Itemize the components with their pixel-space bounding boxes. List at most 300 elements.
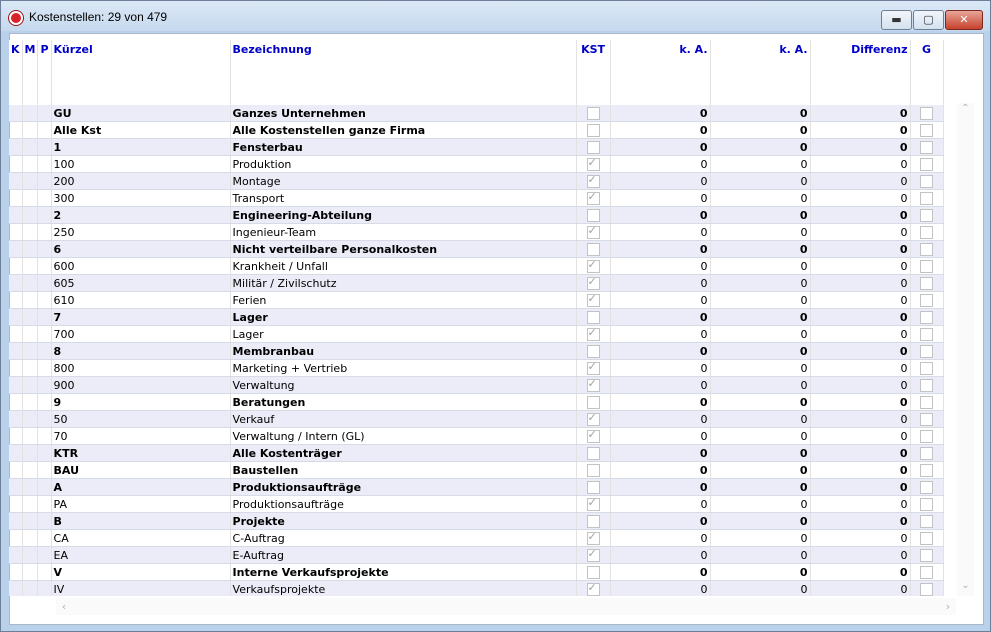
cell-kuerzel[interactable]: KTR <box>51 445 230 462</box>
cell-kst[interactable] <box>576 156 610 173</box>
cell-k[interactable] <box>9 122 22 139</box>
cell-differenz[interactable]: 0 <box>810 564 910 581</box>
kst-checkbox[interactable] <box>587 124 600 137</box>
cell-p[interactable] <box>38 258 51 275</box>
col-header-ka-2[interactable]: k. A. <box>710 40 810 105</box>
cell-ka-2[interactable]: 0 <box>710 224 810 241</box>
cell-bezeichnung[interactable]: Produktion <box>230 156 576 173</box>
cell-bezeichnung[interactable]: Ferien <box>230 292 576 309</box>
cell-k[interactable] <box>9 156 22 173</box>
cell-kst[interactable] <box>576 394 610 411</box>
table-row[interactable] <box>9 462 943 479</box>
table-row[interactable] <box>9 445 943 462</box>
g-checkbox[interactable] <box>920 243 933 256</box>
cell-ka-1[interactable]: 0 <box>610 122 710 139</box>
g-checkbox[interactable] <box>920 464 933 477</box>
kst-checkbox[interactable] <box>587 192 600 205</box>
cell-m[interactable] <box>22 462 38 479</box>
cell-kst[interactable] <box>576 258 610 275</box>
cell-ka-2[interactable]: 0 <box>710 292 810 309</box>
cell-g[interactable] <box>910 258 943 275</box>
cell-bezeichnung[interactable]: Fensterbau <box>230 139 576 156</box>
cell-k[interactable] <box>9 445 22 462</box>
cell-differenz[interactable]: 0 <box>810 496 910 513</box>
cell-p[interactable] <box>38 122 51 139</box>
cell-k[interactable] <box>9 360 22 377</box>
kst-checkbox[interactable] <box>587 311 600 324</box>
cell-m[interactable] <box>22 241 38 258</box>
cell-bezeichnung[interactable]: Alle Kostenträger <box>230 445 576 462</box>
col-header-kuerzel[interactable]: Kürzel <box>51 40 230 105</box>
cell-kuerzel[interactable]: 9 <box>51 394 230 411</box>
cell-ka-1[interactable]: 0 <box>610 156 710 173</box>
cell-ka-1[interactable]: 0 <box>610 445 710 462</box>
cell-m[interactable] <box>22 258 38 275</box>
cell-p[interactable] <box>38 428 51 445</box>
cell-kst[interactable] <box>576 343 610 360</box>
cell-k[interactable] <box>9 326 22 343</box>
cell-ka-2[interactable]: 0 <box>710 445 810 462</box>
cell-kst[interactable] <box>576 428 610 445</box>
cell-kst[interactable] <box>576 224 610 241</box>
kst-checkbox[interactable] <box>587 209 600 222</box>
table-row[interactable] <box>9 207 943 224</box>
cell-ka-1[interactable]: 0 <box>610 105 710 122</box>
cell-ka-2[interactable]: 0 <box>710 326 810 343</box>
cell-kuerzel[interactable]: 100 <box>51 156 230 173</box>
cell-m[interactable] <box>22 326 38 343</box>
maximize-button[interactable] <box>913 10 944 30</box>
g-checkbox[interactable] <box>920 209 933 222</box>
cell-kst[interactable] <box>576 513 610 530</box>
cell-bezeichnung[interactable]: Transport <box>230 190 576 207</box>
cell-kuerzel[interactable]: 2 <box>51 207 230 224</box>
cell-kuerzel[interactable]: 250 <box>51 224 230 241</box>
cell-g[interactable] <box>910 241 943 258</box>
cell-kst[interactable] <box>576 139 610 156</box>
cell-kuerzel[interactable]: 800 <box>51 360 230 377</box>
cell-m[interactable] <box>22 190 38 207</box>
cell-ka-2[interactable]: 0 <box>710 479 810 496</box>
table-row[interactable] <box>9 564 943 581</box>
kst-checkbox[interactable] <box>587 175 600 188</box>
table-row[interactable] <box>9 581 943 597</box>
cell-ka-2[interactable]: 0 <box>710 173 810 190</box>
kst-checkbox[interactable] <box>587 379 600 392</box>
cell-ka-2[interactable]: 0 <box>710 581 810 597</box>
cell-g[interactable] <box>910 309 943 326</box>
cell-ka-2[interactable]: 0 <box>710 275 810 292</box>
cell-ka-2[interactable]: 0 <box>710 156 810 173</box>
cell-k[interactable] <box>9 496 22 513</box>
cell-p[interactable] <box>38 326 51 343</box>
cell-p[interactable] <box>38 241 51 258</box>
cell-ka-2[interactable]: 0 <box>710 258 810 275</box>
cell-g[interactable] <box>910 190 943 207</box>
cell-kuerzel[interactable]: 50 <box>51 411 230 428</box>
cell-kst[interactable] <box>576 173 610 190</box>
cell-g[interactable] <box>910 275 943 292</box>
cell-g[interactable] <box>910 224 943 241</box>
cell-g[interactable] <box>910 564 943 581</box>
cell-p[interactable] <box>38 513 51 530</box>
col-header-ka-1[interactable]: k. A. <box>610 40 710 105</box>
vertical-scrollbar[interactable] <box>957 103 974 596</box>
cell-kuerzel[interactable]: 70 <box>51 428 230 445</box>
cell-ka-1[interactable]: 0 <box>610 224 710 241</box>
cell-m[interactable] <box>22 496 38 513</box>
cell-ka-2[interactable]: 0 <box>710 513 810 530</box>
cell-k[interactable] <box>9 411 22 428</box>
cell-bezeichnung[interactable]: C-Auftrag <box>230 530 576 547</box>
cell-g[interactable] <box>910 462 943 479</box>
cell-m[interactable] <box>22 564 38 581</box>
cell-kuerzel[interactable]: IV <box>51 581 230 597</box>
cell-ka-2[interactable]: 0 <box>710 241 810 258</box>
cell-k[interactable] <box>9 207 22 224</box>
cell-differenz[interactable]: 0 <box>810 394 910 411</box>
cell-p[interactable] <box>38 547 51 564</box>
cell-bezeichnung[interactable]: Krankheit / Unfall <box>230 258 576 275</box>
cell-kuerzel[interactable]: 900 <box>51 377 230 394</box>
cell-g[interactable] <box>910 292 943 309</box>
table-row[interactable] <box>9 411 943 428</box>
cell-p[interactable] <box>38 309 51 326</box>
g-checkbox[interactable] <box>920 481 933 494</box>
cell-kuerzel[interactable]: 700 <box>51 326 230 343</box>
cell-k[interactable] <box>9 343 22 360</box>
cell-kst[interactable] <box>576 581 610 597</box>
cell-g[interactable] <box>910 445 943 462</box>
cell-m[interactable] <box>22 547 38 564</box>
kst-checkbox[interactable] <box>587 583 600 596</box>
title-bar[interactable] <box>1 1 990 31</box>
cell-k[interactable] <box>9 105 22 122</box>
g-checkbox[interactable] <box>920 260 933 273</box>
cell-kst[interactable] <box>576 496 610 513</box>
cell-kuerzel[interactable]: Alle Kst <box>51 122 230 139</box>
cell-kuerzel[interactable]: B <box>51 513 230 530</box>
cell-m[interactable] <box>22 360 38 377</box>
cell-ka-2[interactable]: 0 <box>710 343 810 360</box>
cell-m[interactable] <box>22 479 38 496</box>
cell-ka-2[interactable]: 0 <box>710 309 810 326</box>
cell-kst[interactable] <box>576 462 610 479</box>
cell-m[interactable] <box>22 275 38 292</box>
cell-k[interactable] <box>9 258 22 275</box>
cell-p[interactable] <box>38 139 51 156</box>
cell-ka-1[interactable]: 0 <box>610 479 710 496</box>
kst-checkbox[interactable] <box>587 362 600 375</box>
cell-kst[interactable] <box>576 564 610 581</box>
cell-kuerzel[interactable]: A <box>51 479 230 496</box>
cell-bezeichnung[interactable]: Marketing + Vertrieb <box>230 360 576 377</box>
cell-k[interactable] <box>9 173 22 190</box>
cell-p[interactable] <box>38 343 51 360</box>
kst-checkbox[interactable] <box>587 481 600 494</box>
cell-k[interactable] <box>9 581 22 597</box>
g-checkbox[interactable] <box>920 226 933 239</box>
table-row[interactable] <box>9 309 943 326</box>
kst-checkbox[interactable] <box>587 226 600 239</box>
cell-k[interactable] <box>9 513 22 530</box>
cell-m[interactable] <box>22 207 38 224</box>
cell-bezeichnung[interactable]: Verkaufsprojekte <box>230 581 576 597</box>
table-row[interactable] <box>9 343 943 360</box>
g-checkbox[interactable] <box>920 141 933 154</box>
cell-differenz[interactable]: 0 <box>810 190 910 207</box>
cell-m[interactable] <box>22 343 38 360</box>
g-checkbox[interactable] <box>920 158 933 171</box>
col-header-p[interactable]: P <box>38 40 51 105</box>
cell-ka-1[interactable]: 0 <box>610 360 710 377</box>
cell-g[interactable] <box>910 581 943 597</box>
table-row[interactable] <box>9 122 943 139</box>
cell-kuerzel[interactable]: 200 <box>51 173 230 190</box>
cell-bezeichnung[interactable]: Interne Verkaufsprojekte <box>230 564 576 581</box>
cell-bezeichnung[interactable]: Projekte <box>230 513 576 530</box>
kst-checkbox[interactable] <box>587 345 600 358</box>
cell-k[interactable] <box>9 530 22 547</box>
cell-bezeichnung[interactable]: Militär / Zivilschutz <box>230 275 576 292</box>
table-row[interactable] <box>9 190 943 207</box>
cell-differenz[interactable]: 0 <box>810 411 910 428</box>
table-row[interactable] <box>9 547 943 564</box>
cell-g[interactable] <box>910 173 943 190</box>
g-checkbox[interactable] <box>920 345 933 358</box>
cell-p[interactable] <box>38 292 51 309</box>
g-checkbox[interactable] <box>920 566 933 579</box>
cell-ka-1[interactable]: 0 <box>610 428 710 445</box>
cell-ka-1[interactable]: 0 <box>610 173 710 190</box>
cell-differenz[interactable]: 0 <box>810 530 910 547</box>
kst-checkbox[interactable] <box>587 549 600 562</box>
kst-checkbox[interactable] <box>587 107 600 120</box>
g-checkbox[interactable] <box>920 498 933 511</box>
cell-ka-1[interactable]: 0 <box>610 139 710 156</box>
cell-bezeichnung[interactable]: Alle Kostenstellen ganze Firma <box>230 122 576 139</box>
kst-checkbox[interactable] <box>587 515 600 528</box>
cell-differenz[interactable]: 0 <box>810 139 910 156</box>
cell-differenz[interactable]: 0 <box>810 207 910 224</box>
cell-ka-1[interactable]: 0 <box>610 343 710 360</box>
cell-k[interactable] <box>9 479 22 496</box>
cell-p[interactable] <box>38 156 51 173</box>
cell-bezeichnung[interactable]: Beratungen <box>230 394 576 411</box>
chevron-left-icon[interactable]: ‹ <box>61 600 67 613</box>
cell-differenz[interactable]: 0 <box>810 428 910 445</box>
cell-ka-1[interactable]: 0 <box>610 190 710 207</box>
g-checkbox[interactable] <box>920 277 933 290</box>
cell-ka-1[interactable]: 0 <box>610 309 710 326</box>
cell-kst[interactable] <box>576 530 610 547</box>
cell-p[interactable] <box>38 445 51 462</box>
minimize-button[interactable] <box>881 10 912 30</box>
cell-p[interactable] <box>38 462 51 479</box>
cell-m[interactable] <box>22 292 38 309</box>
table-row[interactable] <box>9 258 943 275</box>
cell-kuerzel[interactable]: 610 <box>51 292 230 309</box>
cell-g[interactable] <box>910 496 943 513</box>
kst-checkbox[interactable] <box>587 413 600 426</box>
g-checkbox[interactable] <box>920 532 933 545</box>
cell-differenz[interactable]: 0 <box>810 309 910 326</box>
cell-k[interactable] <box>9 275 22 292</box>
cell-bezeichnung[interactable]: Verwaltung <box>230 377 576 394</box>
kst-checkbox[interactable] <box>587 328 600 341</box>
table-row[interactable] <box>9 513 943 530</box>
kst-checkbox[interactable] <box>587 532 600 545</box>
cell-ka-2[interactable]: 0 <box>710 105 810 122</box>
col-header-kst[interactable]: KST <box>576 40 610 105</box>
kst-checkbox[interactable] <box>587 243 600 256</box>
kst-checkbox[interactable] <box>587 141 600 154</box>
g-checkbox[interactable] <box>920 311 933 324</box>
cell-kuerzel[interactable]: GU <box>51 105 230 122</box>
cell-m[interactable] <box>22 411 38 428</box>
cell-differenz[interactable]: 0 <box>810 156 910 173</box>
cell-m[interactable] <box>22 122 38 139</box>
cell-k[interactable] <box>9 292 22 309</box>
cell-kst[interactable] <box>576 445 610 462</box>
g-checkbox[interactable] <box>920 328 933 341</box>
cell-differenz[interactable]: 0 <box>810 479 910 496</box>
cell-g[interactable] <box>910 377 943 394</box>
cell-kuerzel[interactable]: PA <box>51 496 230 513</box>
cell-kst[interactable] <box>576 207 610 224</box>
cell-g[interactable] <box>910 530 943 547</box>
cell-m[interactable] <box>22 309 38 326</box>
g-checkbox[interactable] <box>920 447 933 460</box>
table-row[interactable] <box>9 292 943 309</box>
cell-bezeichnung[interactable]: Verwaltung / Intern (GL) <box>230 428 576 445</box>
cell-ka-2[interactable]: 0 <box>710 411 810 428</box>
cell-g[interactable] <box>910 360 943 377</box>
cell-kuerzel[interactable]: 7 <box>51 309 230 326</box>
cell-ka-1[interactable]: 0 <box>610 258 710 275</box>
chevron-right-icon[interactable]: › <box>945 600 951 613</box>
cell-bezeichnung[interactable]: Engineering-Abteilung <box>230 207 576 224</box>
cell-kuerzel[interactable]: EA <box>51 547 230 564</box>
cell-ka-2[interactable]: 0 <box>710 207 810 224</box>
cell-g[interactable] <box>910 428 943 445</box>
cell-kuerzel[interactable]: 8 <box>51 343 230 360</box>
cell-g[interactable] <box>910 139 943 156</box>
cell-differenz[interactable]: 0 <box>810 547 910 564</box>
cell-m[interactable] <box>22 394 38 411</box>
cell-p[interactable] <box>38 496 51 513</box>
table-row[interactable] <box>9 173 943 190</box>
g-checkbox[interactable] <box>920 124 933 137</box>
app-target-icon[interactable] <box>9 11 23 25</box>
cell-differenz[interactable]: 0 <box>810 462 910 479</box>
cell-differenz[interactable]: 0 <box>810 360 910 377</box>
cell-p[interactable] <box>38 173 51 190</box>
cell-g[interactable] <box>910 513 943 530</box>
cell-p[interactable] <box>38 479 51 496</box>
g-checkbox[interactable] <box>920 430 933 443</box>
cell-kst[interactable] <box>576 241 610 258</box>
cell-ka-1[interactable]: 0 <box>610 241 710 258</box>
cell-g[interactable] <box>910 105 943 122</box>
kst-checkbox[interactable] <box>587 447 600 460</box>
g-checkbox[interactable] <box>920 192 933 205</box>
cell-p[interactable] <box>38 207 51 224</box>
cell-m[interactable] <box>22 530 38 547</box>
cell-m[interactable] <box>22 173 38 190</box>
cell-bezeichnung[interactable]: Montage <box>230 173 576 190</box>
cell-ka-1[interactable]: 0 <box>610 207 710 224</box>
cell-ka-2[interactable]: 0 <box>710 394 810 411</box>
close-button[interactable] <box>945 10 983 30</box>
g-checkbox[interactable] <box>920 515 933 528</box>
kst-checkbox[interactable] <box>587 396 600 409</box>
cell-k[interactable] <box>9 547 22 564</box>
cell-kst[interactable] <box>576 326 610 343</box>
cell-bezeichnung[interactable]: Verkauf <box>230 411 576 428</box>
col-header-k[interactable]: K <box>9 40 22 105</box>
cell-k[interactable] <box>9 428 22 445</box>
cell-ka-2[interactable]: 0 <box>710 564 810 581</box>
chevron-up-icon[interactable]: ⌃ <box>961 103 970 114</box>
cell-p[interactable] <box>38 394 51 411</box>
cell-kuerzel[interactable]: BAU <box>51 462 230 479</box>
cell-ka-2[interactable]: 0 <box>710 122 810 139</box>
g-checkbox[interactable] <box>920 175 933 188</box>
cell-ka-2[interactable]: 0 <box>710 496 810 513</box>
cell-differenz[interactable]: 0 <box>810 224 910 241</box>
cell-p[interactable] <box>38 275 51 292</box>
cell-ka-1[interactable]: 0 <box>610 394 710 411</box>
cell-k[interactable] <box>9 139 22 156</box>
g-checkbox[interactable] <box>920 413 933 426</box>
cell-ka-1[interactable]: 0 <box>610 513 710 530</box>
table-row[interactable] <box>9 156 943 173</box>
cell-ka-2[interactable]: 0 <box>710 190 810 207</box>
cell-kuerzel[interactable]: 300 <box>51 190 230 207</box>
cell-differenz[interactable]: 0 <box>810 343 910 360</box>
cell-differenz[interactable]: 0 <box>810 445 910 462</box>
cell-ka-1[interactable]: 0 <box>610 411 710 428</box>
cell-ka-1[interactable]: 0 <box>610 292 710 309</box>
cell-kuerzel[interactable]: 1 <box>51 139 230 156</box>
cell-k[interactable] <box>9 224 22 241</box>
cell-kuerzel[interactable]: CA <box>51 530 230 547</box>
kst-checkbox[interactable] <box>587 430 600 443</box>
g-checkbox[interactable] <box>920 294 933 307</box>
cell-p[interactable] <box>38 530 51 547</box>
cell-ka-2[interactable]: 0 <box>710 462 810 479</box>
cell-kuerzel[interactable]: V <box>51 564 230 581</box>
cell-kst[interactable] <box>576 411 610 428</box>
cell-g[interactable] <box>910 394 943 411</box>
cell-differenz[interactable]: 0 <box>810 581 910 597</box>
g-checkbox[interactable] <box>920 396 933 409</box>
kst-checkbox[interactable] <box>587 277 600 290</box>
cell-ka-1[interactable]: 0 <box>610 496 710 513</box>
kst-checkbox[interactable] <box>587 464 600 477</box>
cell-kst[interactable] <box>576 309 610 326</box>
cell-m[interactable] <box>22 445 38 462</box>
table-row[interactable] <box>9 428 943 445</box>
cell-m[interactable] <box>22 224 38 241</box>
col-header-m[interactable]: M <box>22 40 38 105</box>
cell-differenz[interactable]: 0 <box>810 241 910 258</box>
cell-bezeichnung[interactable]: Nicht verteilbare Personalkosten <box>230 241 576 258</box>
cell-kst[interactable] <box>576 275 610 292</box>
col-header-differenz[interactable]: Differenz <box>810 40 910 105</box>
cell-ka-1[interactable]: 0 <box>610 326 710 343</box>
